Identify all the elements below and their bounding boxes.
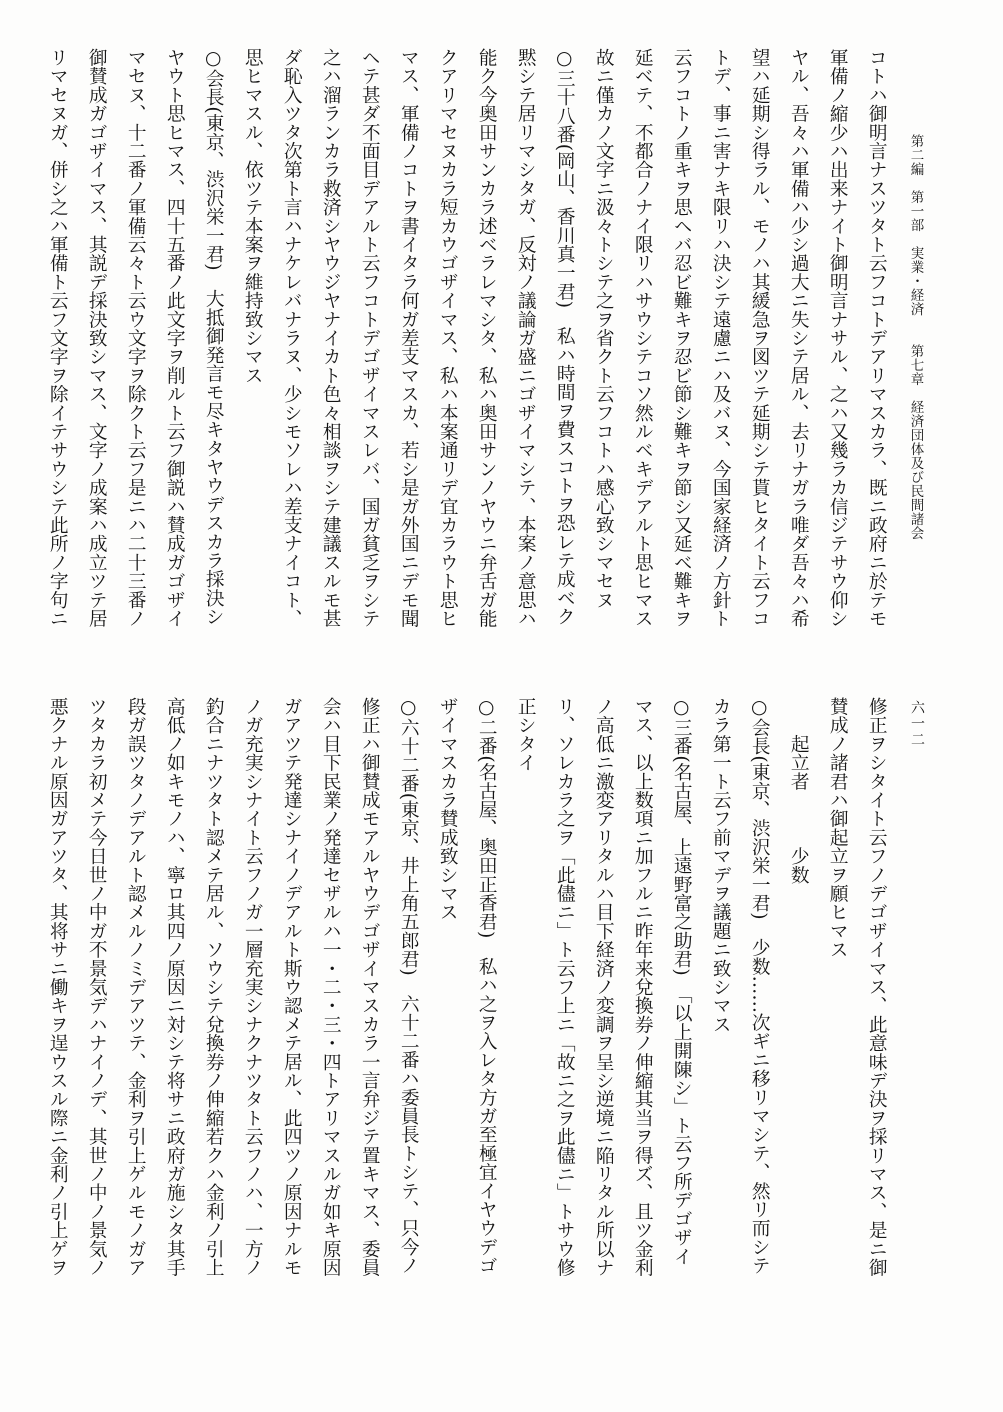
text-line: 賛成ノ諸君ハ御起立ヲ願ヒマス (826, 697, 848, 959)
text-line: マス、軍備ノコトヲ書イタラ何ガ差支マスカ、若シ是ガ外国ニデモ聞 (397, 48, 419, 628)
text-line: ヤル、吾々ハ軍備ハ少シ過大ニ失シテ居ル、去リナガラ唯ダ吾々ハ希 (787, 48, 809, 628)
text-line: 之ハ溜ランカラ救済シヤウジヤナイカト色々相談ヲシテ建議スルモ甚 (319, 48, 341, 628)
text-line: 段ガ誤ツタノデアルト認メルノミデアツテ、金利ヲ引上ゲルモノガア (124, 697, 146, 1277)
text-line: ノガ充実シナイト云フノガ一層充実シナクナツタト云フノハ、一方ノ (241, 697, 263, 1277)
text-line: ダ恥入ツタ次第ト言ハナケレバナラヌ、少シモソレハ差支ナイコト、 (280, 48, 302, 628)
text-line: マセヌ、十二番ノ軍備云々ト云ウ文字ヲ除クト云フ是ニハ二十三番ノ (124, 48, 146, 628)
text-line: 修正ハ御賛成モアルヤウデゴザイマスカラ一言弁ジテ置キマス、委員 (358, 697, 380, 1277)
text-line: ○会長(東京、渋沢栄一君) 少数……次ギニ移リマシテ、然リ而シテ (748, 697, 770, 1275)
text-line: 望ハ延期シ得ラル、モノハ其緩急ヲ図ツテ延期シテ貰ヒタイト云フコ (748, 48, 770, 628)
text-line: ザイマスカラ賛成致シマス (436, 697, 458, 922)
text-line: ○三十八番(岡山、香川真一君) 私ハ時間ヲ費スコトヲ恐レテ成ベク (553, 48, 575, 626)
text-line: 高低ノ如キモノハ、寧ロ其四ノ原因ニ対シテ将サニ政府ガ施シタ其手 (163, 697, 185, 1277)
text-line: ○会長(東京、渋沢栄一君) 大抵御発言モ尽キタヤウデスカラ採決シ (202, 48, 224, 626)
text-line: マス、以上数項ニ加フルニ昨年来兌換券ノ伸縮其当ヲ得ズ、且ツ金利 (631, 697, 653, 1277)
text-line: 起立者 少数 (787, 697, 809, 884)
text-line: 釣合ニナツタト認メテ居ル、ソウシテ兌換券ノ伸縮若クハ金利ノ引上 (202, 697, 224, 1277)
text-line: 御賛成ガゴザイマス、其説デ採決致シマス、文字ノ成案ハ成立ツテ居 (85, 48, 107, 628)
text-line: 修正ヲシタイト云フノデゴザイマス、此意味デ決ヲ採リマス、是ニ御 (865, 697, 887, 1277)
text-line: 正シタイ (514, 697, 536, 772)
text-line: ガアツテ発達シナイノデアルト斯ウ認メテ居ル、此四ツノ原因ナルモ (280, 697, 302, 1277)
text-line: ○三番(名古屋、上遠野富之助君) 「以上開陳シ」ト云フ所デゴザイ (670, 697, 692, 1266)
text-line: 延ベテ、不都合ノナイ限リハサウシテコソ然ルベキデアルト思ヒマス (631, 48, 653, 628)
text-line: ○二番(名古屋、奥田正香君) 私ハ之ヲ入レタ方ガ至極宜イヤウデゴ (475, 697, 497, 1275)
text-line: コトハ御明言ナスツタト云フコトデアリマスカラ、既ニ政府ニ於テモ (865, 48, 887, 628)
text-line: 思ヒマスル、依ツテ本案ヲ維持致シマス (241, 48, 263, 385)
text-line: ノ高低ニ激変アリタルハ目下経済ノ変調ヲ呈シ逆境ニ陥リタル所以ナ (592, 697, 614, 1277)
text-line: ヤウト思ヒマス、四十五番ノ此文字ヲ削ルト云フ御説ハ賛成ガゴザイ (163, 48, 185, 628)
text-line: 黙シテ居リマシタガ、反対ノ議論ガ盛ニゴザイマシテ、本案ノ意思ハ (514, 48, 536, 628)
text-line: リ、ソレカラ之ヲ「此儘ニ」ト云フ上ニ「故ニ之ヲ此儘ニ」トサウ修 (553, 697, 575, 1277)
text-line: トデ、事ニ害ナキ限リハ決シテ遠慮ニハ及バヌ、今国家経済ノ方針ト (709, 48, 731, 628)
text-line: ヘテ甚ダ不面目デアルト云フコトデゴザイマスレバ、国ガ貧乏ヲシテ (358, 48, 380, 628)
text-line: 故ニ僅カノ文字ニ汲々トシテ之ヲ省クト云フコトハ感心致シマセヌ (592, 48, 614, 609)
text-line: 能ク今奥田サンカラ述ベラレマシタ、私ハ奥田サンノヤウニ弁舌ガ能 (475, 48, 497, 628)
text-line: 悪クナル原因ガアツタ、其将サニ働キヲ逞ウスル際ニ金利ノ引上ゲヲ (46, 697, 68, 1277)
running-header: 第二編 第一部 実業・経済 第七章 経済団体及び民間諸会 (907, 134, 924, 540)
text-line: ○六十二番(東京、井上角五郎君) 六十二番ハ委員長トシテ、只今ノ (397, 697, 419, 1275)
page-number: 六一二 (909, 700, 925, 748)
text-line: カラ第一ト云フ前マデヲ議題ニ致シマス (709, 697, 731, 1034)
text-line: 軍備ノ縮少ハ出来ナイト御明言ナサル、之ハ又幾ラカ信ジテサウ仰シ (826, 48, 848, 628)
text-line: ツタカラ初メテ今日世ノ中ガ不景気デハナイノデ、其世ノ中ノ景気ノ (85, 697, 107, 1277)
text-line: 云フコトノ重キヲ思ヘバ忍ビ難キヲ忍ビ節シ難キヲ節シ又延ベ難キヲ (670, 48, 692, 628)
text-line: リマセヌガ、併シ之ハ軍備ト云フ文字ヲ除イテサウシテ此所ノ字句ニ (46, 48, 68, 628)
text-line: 会ハ目下民業ノ発達セザルハ一・二・三・四トアリマスルガ如キ原因 (319, 697, 341, 1277)
text-line: クアリマセヌカラ短カウゴザイマス、私ハ本案通リデ宜カラウト思ヒ (436, 48, 458, 628)
